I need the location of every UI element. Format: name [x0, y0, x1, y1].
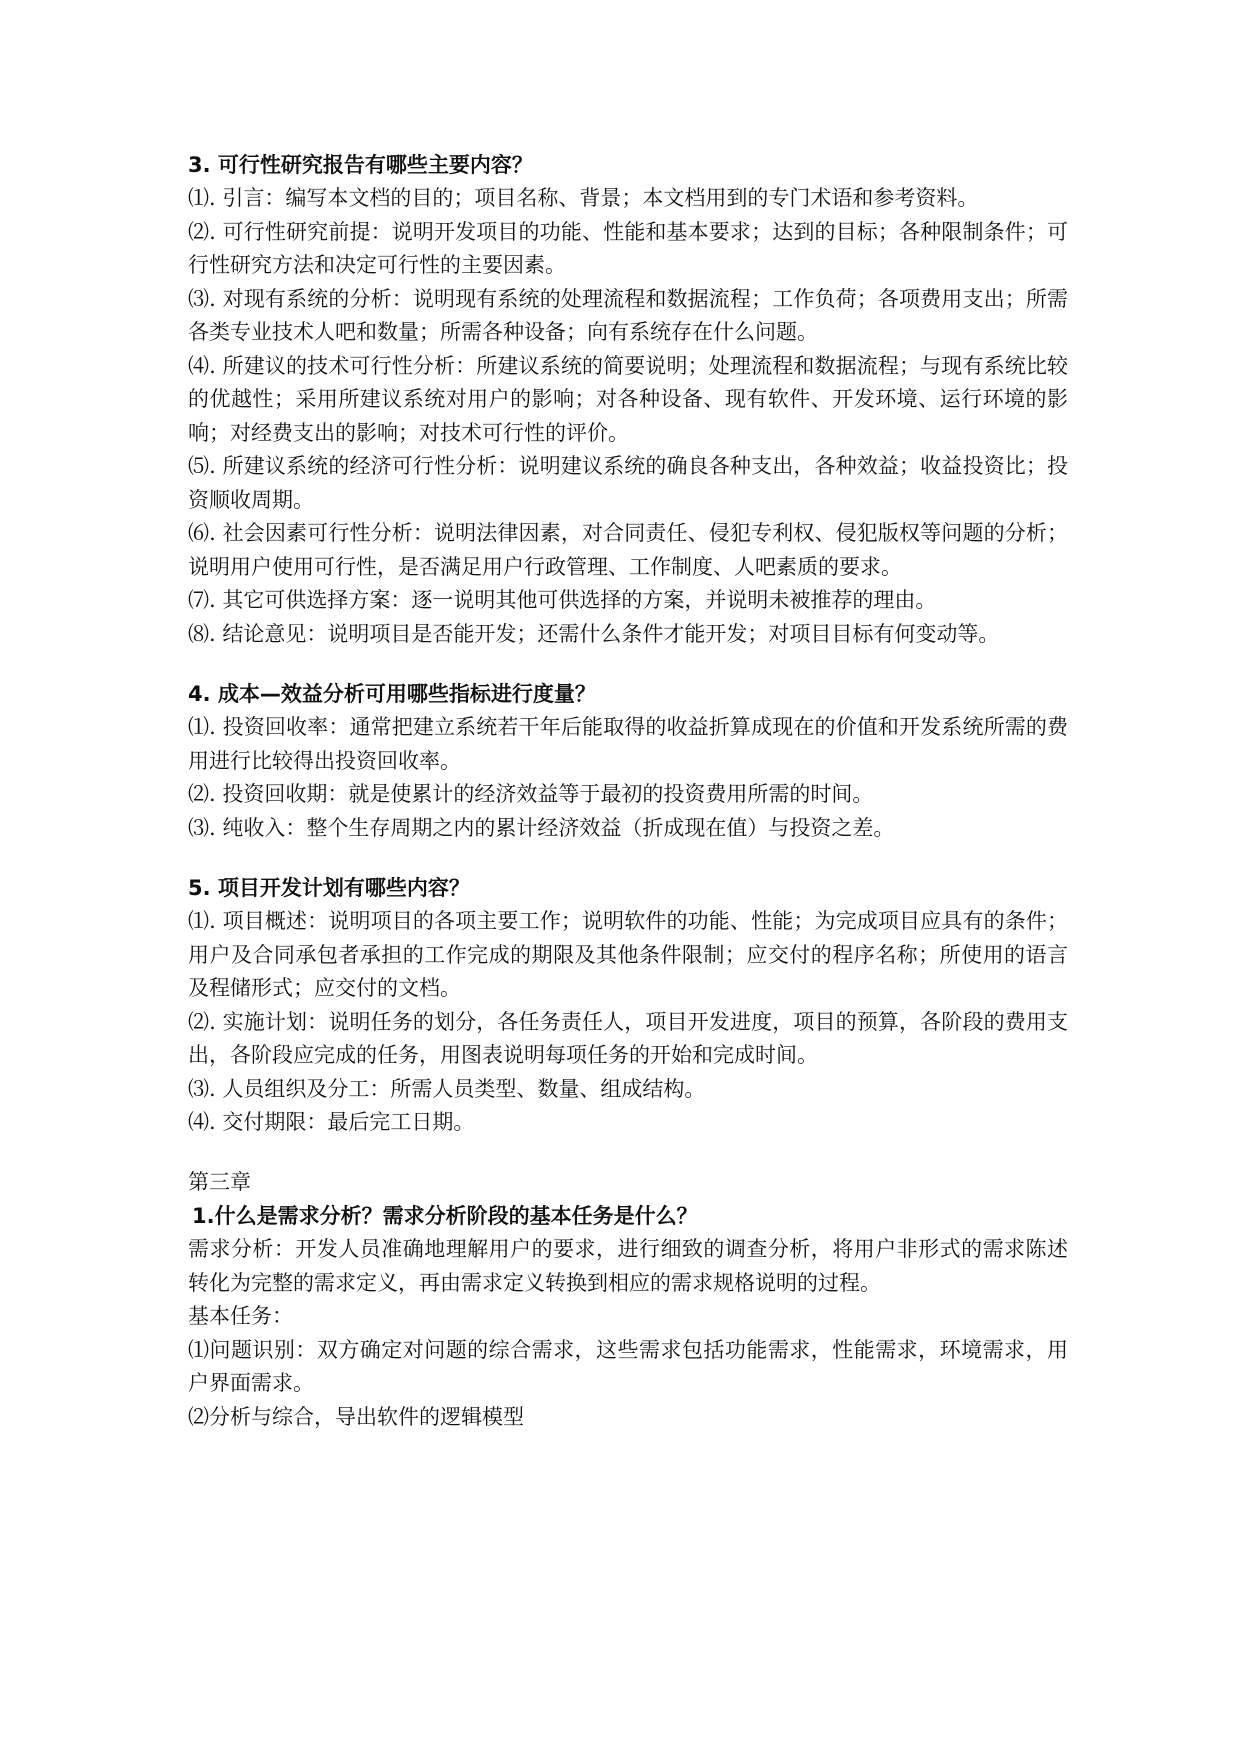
chapter-three: [188, 1166, 1068, 1435]
list-item: ⑵. 投资回收期：就是使累计的经济效益等于最初的投资费用所需的时间。: [188, 782, 874, 806]
section-heading: 4. 成本—效益分析可用哪些指标进行度量？: [188, 682, 596, 706]
list-item: ⑶. 人员组织及分工：所需人员类型、数量、组成结构。: [188, 1076, 706, 1101]
tasks-label: 基本任务：: [188, 1304, 293, 1328]
section-cost-benefit: [188, 677, 1068, 845]
list-item: ⑴. 投资回收率：通常把建立系统若干年后能取得的收益折算成现在的价值和开发系统所需的费用进行比较得出投资回收率。: [188, 715, 1068, 773]
list-item: ⑴. 项目概述：说明项目的各项主要工作；说明软件的功能、性能；为完成项目应具有的条件；用户及合同承包者承担的工作完成的期限及其他条件限制；应交付的程序名称；所使用的语言及程储形式；应交付的文档。: [188, 909, 1068, 1000]
list-item: ⑹. 社会因素可行性分析：说明法律因素，对合同责任、侵犯专利权、侵犯版权等问题的分析；说明用户使用可行性，是否满足用户行政管理、工作制度、人吧素质的要求。: [188, 521, 1068, 579]
list-item: ⑻. 结论意见：说明项目是否能开发；还需什么条件才能开发；对项目目标有何变动等。: [188, 621, 1000, 646]
list-item: ⑴问题识别：双方确定对问题的综合需求，这些需求包括功能需求，性能需求，环境需求，用户界面需求。: [188, 1337, 1068, 1395]
section-feasibility-report: [188, 148, 1068, 651]
list-item: ⑵. 可行性研究前提：说明开发项目的功能、性能和基本要求；达到的目标；各种限制条件；可行性研究方法和决定可行性的主要因素。: [188, 219, 1068, 277]
list-item: ⑷. 所建议的技术可行性分析：所建议系统的简要说明；处理流程和数据流程；与现有系统比较的优越性；采用所建议系统对用户的影响；对各种设备、现有软件、开发环境、运行环境的影响；对经费支出的影响；对技术可行性的评价。: [188, 353, 1068, 445]
list-item: ⑺. 其它可供选择方案：逐一说明其他可供选择的方案，并说明未被推荐的理由。: [188, 588, 937, 612]
list-item: ⑵分析与综合，导出软件的逻辑模型: [188, 1404, 524, 1429]
chapter-title: 第三章: [188, 1169, 251, 1194]
list-item: ⑵. 实施计划：说明任务的划分，各任务责任人，项目开发进度，项目的预算，各阶段的费用支出，各阶段应完成的任务，用图表说明每项任务的开始和完成时间。: [188, 1009, 1068, 1067]
document-page: [188, 148, 1068, 1460]
definition-paragraph: 需求分析：开发人员准确地理解用户的要求，进行细致的调查分析，将用户非形式的需求陈述转化为完整的需求定义，再由需求定义转换到相应的需求规格说明的过程。: [188, 1237, 1068, 1295]
list-item: ⑴. 引言：编写本文档的目的；项目名称、背景；本文档用到的专门术语和参考资料。: [188, 186, 979, 210]
chapter-question: 1.什么是需求分析？需求分析阶段的基本任务是什么？: [192, 1204, 698, 1228]
section-heading: 3. 可行性研究报告有哪些主要内容？: [188, 153, 533, 177]
section-heading: 5. 项目开发计划有哪些内容？: [188, 876, 470, 900]
list-item: ⑷. 交付期限：最后完工日期。: [188, 1110, 475, 1134]
list-item: ⑶. 对现有系统的分析：说明现有系统的处理流程和数据流程；工作负荷；各项费用支出；所需各类专业技术人吧和数量；所需各种设备；向有系统存在什么问题。: [188, 286, 1068, 344]
list-item: ⑶. 纯收入：整个生存周期之内的累计经济效益（折成现在值）与投资之差。: [188, 815, 895, 840]
section-project-plan: [188, 871, 1068, 1140]
list-item: ⑸. 所建议系统的经济可行性分析：说明建议系统的确良各种支出，各种效益；收益投资比；投资顺收周期。: [188, 454, 1068, 512]
